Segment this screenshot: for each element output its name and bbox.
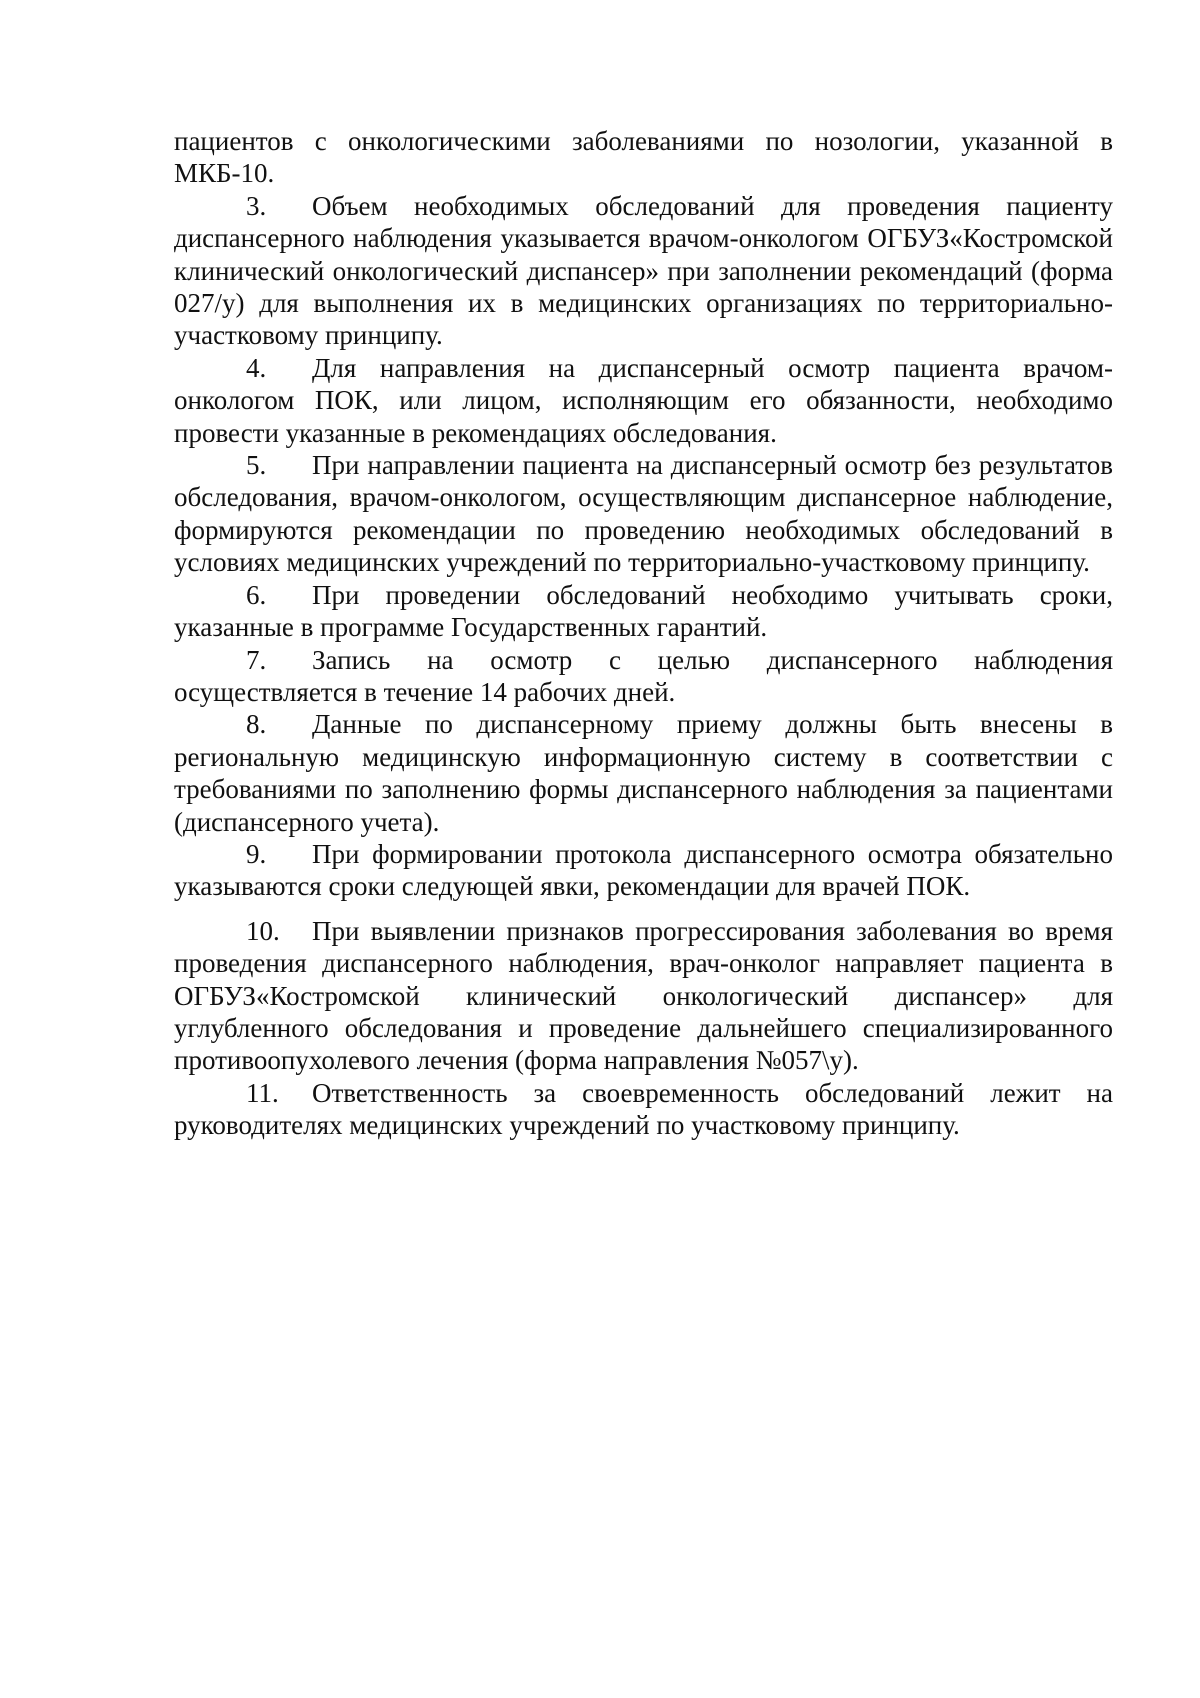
list-item xyxy=(174,352,1113,449)
list-item xyxy=(174,1077,1113,1142)
list-item xyxy=(174,915,1113,1077)
item-text: При проведении обследований необходимо учитывать сроки, указанные в программе Государственных гарантий. xyxy=(174,579,1113,643)
list-item xyxy=(174,838,1113,903)
item-number: 10. xyxy=(246,915,280,946)
list-item xyxy=(174,708,1113,838)
intro-text: пациентов с онкологическими заболеваниями по нозологии, указанной в МКБ-10. xyxy=(174,126,1113,189)
intro-paragraph xyxy=(174,125,1113,190)
item-text: Данные по диспансерному приему должны быть внесены в региональную медицинскую информационную систему в соответствии с требованиями по заполнению формы диспансерного наблюдения за пациентами (диспансерного учета). xyxy=(174,709,1113,837)
item-text: При формировании протокола диспансерного осмотра обязательно указываются сроки следующей явки, рекомендации для врачей ПОК. xyxy=(174,838,1113,902)
item-number: 5. xyxy=(246,450,267,481)
item-text: Ответственность за своевременность обследований лежит на руководителях медицинских учреждений по участковому принципу. xyxy=(174,1077,1113,1141)
item-text: Для направления на диспансерный осмотр пациента врачом-онкологом ПОК, или лицом, исполняющим его обязанности, необходимо провести указанные в рекомендациях обследования. xyxy=(174,352,1113,448)
document-body xyxy=(174,125,1113,1142)
paragraph-gap xyxy=(174,903,1113,915)
item-text: При направлении пациента на диспансерный осмотр без результатов обследования, врачом-онкологом, осуществляющим диспансерное наблюдение, формируются рекомендации по проведению необходимых обследований в условиях медицинских учреждений по территориально-участковому принципу. xyxy=(174,450,1113,578)
item-number: 8. xyxy=(246,709,267,740)
item-number: 7. xyxy=(246,644,267,675)
item-number: 9. xyxy=(246,838,267,869)
list-item xyxy=(174,449,1113,579)
list-item xyxy=(174,190,1113,352)
list-item xyxy=(174,579,1113,644)
item-number: 4. xyxy=(246,352,267,383)
item-text: Объем необходимых обследований для проведения пациенту диспансерного наблюдения указывается врачом-онкологом ОГБУЗ«Костромской клинический онкологический диспансер» при заполнении рекомендаций (форма 027/у) для выполнения их в медицинских организациях по территориально-участковому принципу. xyxy=(174,190,1113,351)
list-item xyxy=(174,644,1113,709)
item-number: 11. xyxy=(246,1077,279,1108)
item-text: Запись на осмотр с целью диспансерного наблюдения осуществляется в течение 14 рабочих дней. xyxy=(174,644,1113,707)
item-text: При выявлении признаков прогрессирования заболевания во время проведения диспансерного наблюдения, врач-онколог направляет пациента в ОГБУЗ«Костромской клинический онкологический диспансер» для углубленного обследования и проведение дальнейшего специализированного противоопухолевого лечения (форма направления №057\у). xyxy=(174,915,1113,1076)
item-number: 3. xyxy=(246,190,267,221)
item-number: 6. xyxy=(246,579,267,610)
